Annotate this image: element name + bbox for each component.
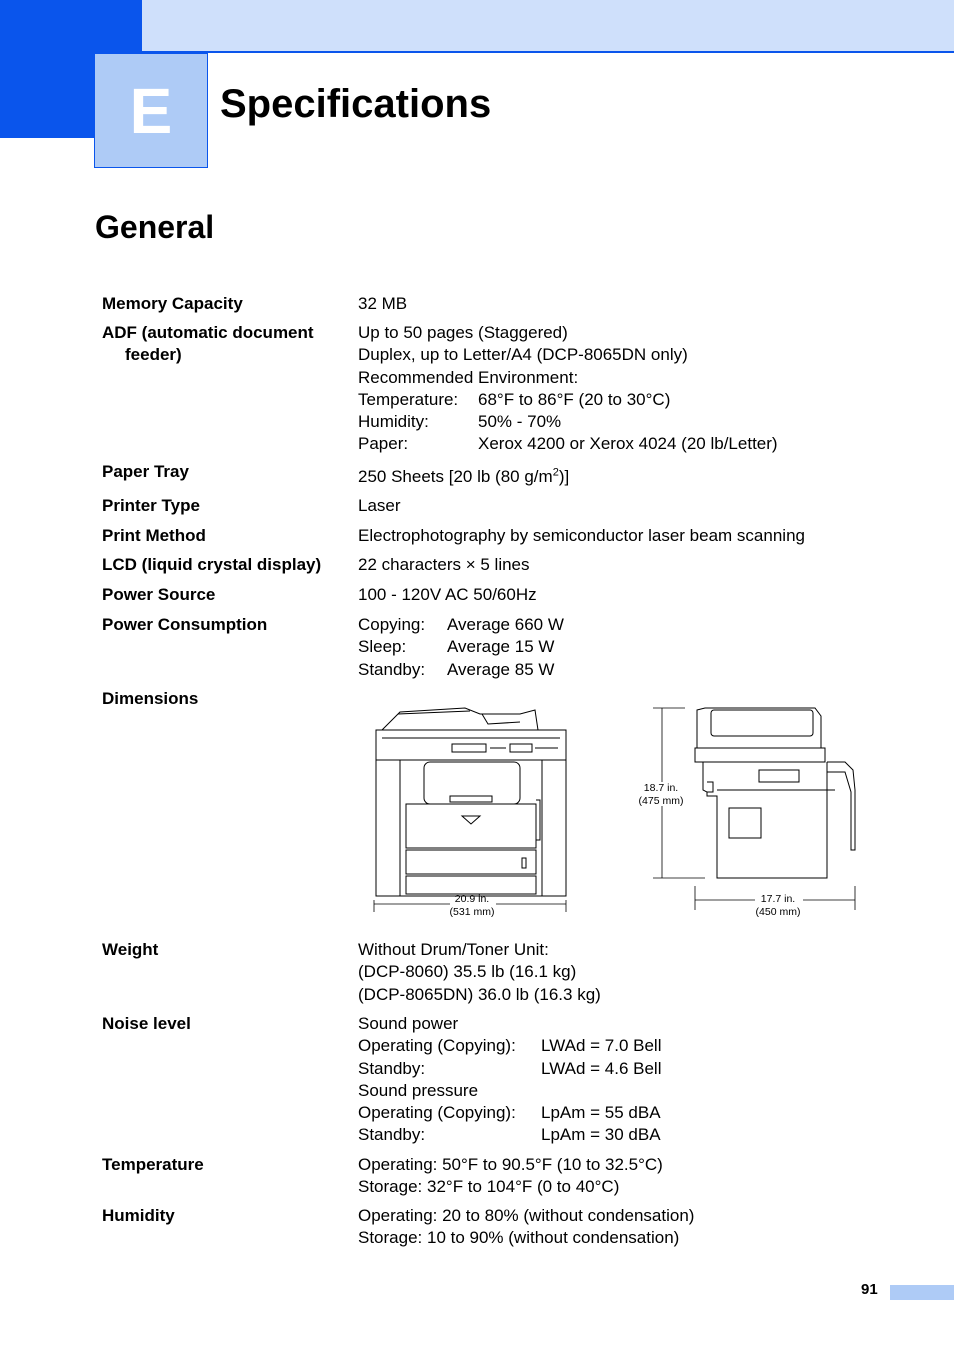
noise-row-value: LWAd = 4.6 Bell <box>541 1058 662 1078</box>
adf-label-line-2: feeder) <box>125 345 182 364</box>
noise-row-key: Operating (Copying): <box>358 1103 516 1123</box>
adf-paper-key: Paper: <box>358 434 409 454</box>
sound-pressure-heading: Sound pressure <box>358 1080 479 1100</box>
chapter-letter-box <box>94 53 208 168</box>
humidity-line: Storage: 10 to 90% (without condensation) <box>358 1228 680 1248</box>
power-row <box>358 659 564 681</box>
print-method-label: Print Method <box>102 526 206 545</box>
power-row-value: Average 15 W <box>447 637 555 657</box>
adf-hum-val: 50% - 70% <box>478 412 562 432</box>
noise-row-key: Standby: <box>358 1058 426 1078</box>
power-row <box>358 636 564 658</box>
power-consumption-label: Power Consumption <box>102 615 268 634</box>
paper-tray-value-end: )] <box>558 467 570 486</box>
weight-line: (DCP-8060) 35.5 lb (16.1 kg) <box>358 962 577 982</box>
temperature-value <box>358 1154 663 1199</box>
adf-label <box>102 322 314 366</box>
noise-row-key: Operating (Copying): <box>358 1036 516 1056</box>
header-light-band <box>142 0 954 52</box>
lcd-value: 22 characters × 5 lines <box>358 555 530 574</box>
lcd-label: LCD (liquid crystal display) <box>102 555 322 574</box>
height-dimension-label <box>629 782 693 808</box>
noise-row <box>358 1124 661 1146</box>
printer-type-label: Printer Type <box>102 496 200 515</box>
width-mm: (531 mm) <box>449 906 495 918</box>
printer-type-value: Laser <box>358 496 401 515</box>
depth-dimension-label <box>738 893 818 919</box>
power-row <box>358 614 564 636</box>
power-consumption-value <box>358 614 564 681</box>
depth-mm: (450 mm) <box>755 906 801 918</box>
section-title: General <box>95 209 215 245</box>
adf-line-3: Recommended Environment: <box>358 367 579 387</box>
temperature-line: Operating: 50°F to 90.5°F (10 to 32.5°C) <box>358 1155 663 1174</box>
height-inches: 18.7 in. <box>643 782 679 794</box>
adf-temp-val: 68°F to 86°F (20 to 30°C) <box>478 389 671 409</box>
width-inches: 20.9 in. <box>454 893 490 905</box>
noise-row <box>358 1058 661 1080</box>
chapter-letter: E <box>129 74 173 147</box>
power-source-value: 100 - 120V AC 50/60Hz <box>358 585 537 604</box>
noise-row-key: Standby: <box>358 1125 426 1145</box>
power-row-value: Average 85 W <box>447 659 555 679</box>
adf-line-1: Up to 50 pages (Staggered) <box>358 323 568 342</box>
adf-value <box>358 322 778 456</box>
weight-label: Weight <box>102 940 159 959</box>
power-row-value: Average 660 W <box>447 615 564 634</box>
chapter-title: Specifications <box>220 82 492 126</box>
noise-label: Noise level <box>102 1014 191 1033</box>
paper-tray-label: Paper Tray <box>102 462 189 481</box>
memory-label: Memory Capacity <box>102 294 243 313</box>
print-method-value: Electrophotography by semiconductor laser beam scanning <box>358 526 805 545</box>
humidity-line: Operating: 20 to 80% (without condensation) <box>358 1206 695 1225</box>
paper-tray-value <box>358 466 569 488</box>
depth-inches: 17.7 in. <box>760 893 796 905</box>
page-number: 91 <box>861 1281 878 1298</box>
paper-tray-value-main: 250 Sheets [20 lb (80 g/m <box>358 467 553 486</box>
adf-paper-val: Xerox 4200 or Xerox 4024 (20 lb/Letter) <box>478 434 778 454</box>
adf-humidity-row <box>358 411 778 433</box>
paper-tray-value-sup: 2 <box>552 466 559 479</box>
temperature-label: Temperature <box>102 1155 204 1174</box>
temperature-line: Storage: 32°F to 104°F (0 to 40°C) <box>358 1177 620 1197</box>
adf-line-2: Duplex, up to Letter/A4 (DCP-8065DN only) <box>358 345 688 365</box>
noise-row <box>358 1035 661 1057</box>
weight-line: Without Drum/Toner Unit: <box>358 940 549 959</box>
noise-row-value: LpAm = 55 dBA <box>541 1103 661 1123</box>
humidity-label: Humidity <box>102 1206 175 1225</box>
power-row-key: Sleep: <box>358 637 407 657</box>
width-dimension-label <box>430 893 514 919</box>
power-row-key: Copying: <box>358 615 426 634</box>
memory-value: 32 MB <box>358 294 408 313</box>
power-source-label: Power Source <box>102 585 216 604</box>
adf-temp-key: Temperature: <box>358 389 459 409</box>
noise-row-value: LWAd = 7.0 Bell <box>541 1036 662 1056</box>
header-rule <box>142 51 954 53</box>
adf-label-line-1: ADF (automatic document <box>102 323 314 342</box>
noise-row <box>358 1102 661 1124</box>
page-number-bar <box>890 1285 954 1300</box>
noise-row-value: LpAm = 30 dBA <box>541 1125 661 1145</box>
sound-power-heading: Sound power <box>358 1014 459 1033</box>
dimensions-label: Dimensions <box>102 689 199 708</box>
weight-value <box>358 939 601 1006</box>
printer-front-view-figure <box>370 700 570 912</box>
adf-temperature-row <box>358 389 778 411</box>
weight-line: (DCP-8065DN) 36.0 lb (16.3 kg) <box>358 984 601 1004</box>
height-mm: (475 mm) <box>638 795 684 807</box>
adf-hum-key: Humidity: <box>358 412 429 432</box>
power-row-key: Standby: <box>358 659 426 679</box>
humidity-value <box>358 1205 694 1250</box>
noise-value <box>358 1013 661 1147</box>
adf-paper-row <box>358 433 778 455</box>
